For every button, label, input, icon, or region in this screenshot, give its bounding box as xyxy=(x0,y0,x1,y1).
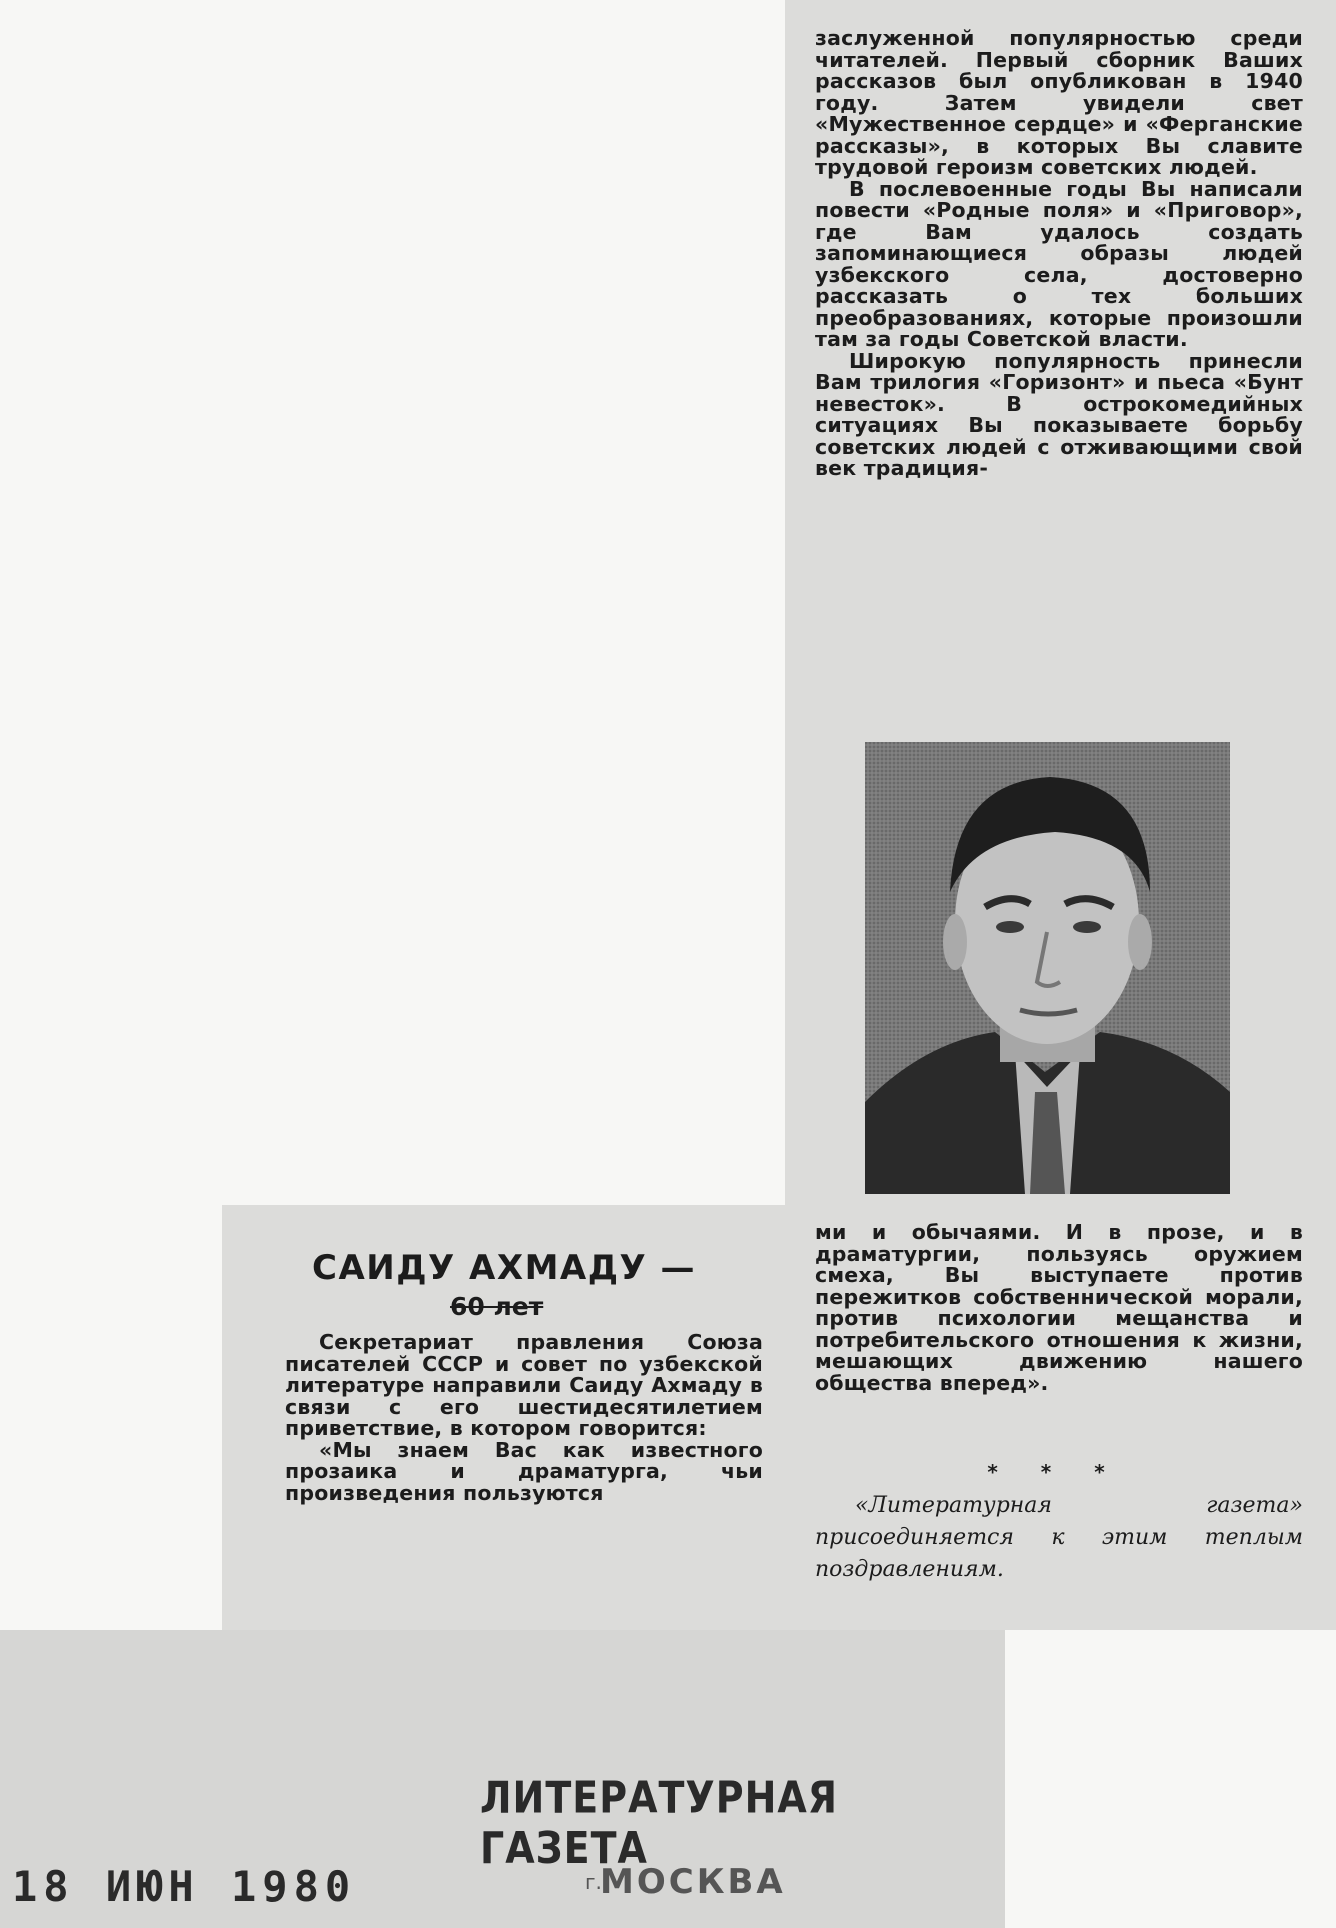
article-column-top xyxy=(815,28,1303,480)
closing-note: «Литературная газета» присоединяется к этим теплым поздравлениям. xyxy=(815,1493,1303,1582)
article-column-bottom xyxy=(815,1222,1303,1394)
section-separator: * * * xyxy=(987,1460,1123,1484)
paragraph-1: заслуженной популярностью среди читателей. Первый сборник Ваших рассказов был опубликован в 1940 году. Затем увидели свет «Мужественное сердце» и «Ферганские рассказы», в которых Вы славите трудовой героизм советских людей. xyxy=(815,26,1303,179)
stamp-city: МОСКВА xyxy=(600,1862,786,1902)
paragraph-quote-end: ми и обычаями. И в прозе, и в драматургии, пользуясь оружием смеха, Вы выступаете против пережитков собственнической морали, против психологии мещанства и потребительского отношения к жизни, мешающих движению нашего общества вперед». xyxy=(815,1220,1303,1395)
newspaper-name-stamp: ЛИТЕРАТУРНАЯ ГАЗЕТА xyxy=(480,1772,839,1874)
paragraph-2: В послевоенные годы Вы написали повести «Родные поля» и «Приговор», где Вам удалось создать запоминающиеся образы людей узбекского села, достоверно рассказать о тех больших преобразованиях, которые произошли там за годы Советской власти. xyxy=(815,176,1303,351)
article-subheadline: 60 лет xyxy=(450,1292,544,1321)
paragraph-3: Широкую популярность принесли Вам трилогия «Горизонт» и пьеса «Бунт невесток». В острокомедийных ситуациях Вы показываете борьбу советских людей с отживающими свой век традиция- xyxy=(815,348,1303,480)
archive-date-stamp: 18 ИЮН 1980 xyxy=(12,1862,357,1911)
paragraph-quote-start: «Мы знаем Вас как известного прозаика и драматурга, чьи произведения пользуются xyxy=(285,1437,763,1505)
author-portrait-photo xyxy=(865,742,1230,1194)
blank-sheet-corner xyxy=(1005,1630,1336,1928)
stamp-city-prefix: г. xyxy=(585,1870,602,1894)
article-column-left xyxy=(285,1332,763,1504)
article-headline: САИДУ АХМАДУ — xyxy=(312,1248,697,1288)
paragraph-intro: Секретариат правления Союза писателей СССР и совет по узбекской литературе направили Саиду Ахмаду в связи с его шестидесятилетием приветствие, в котором говорится: xyxy=(285,1330,763,1440)
